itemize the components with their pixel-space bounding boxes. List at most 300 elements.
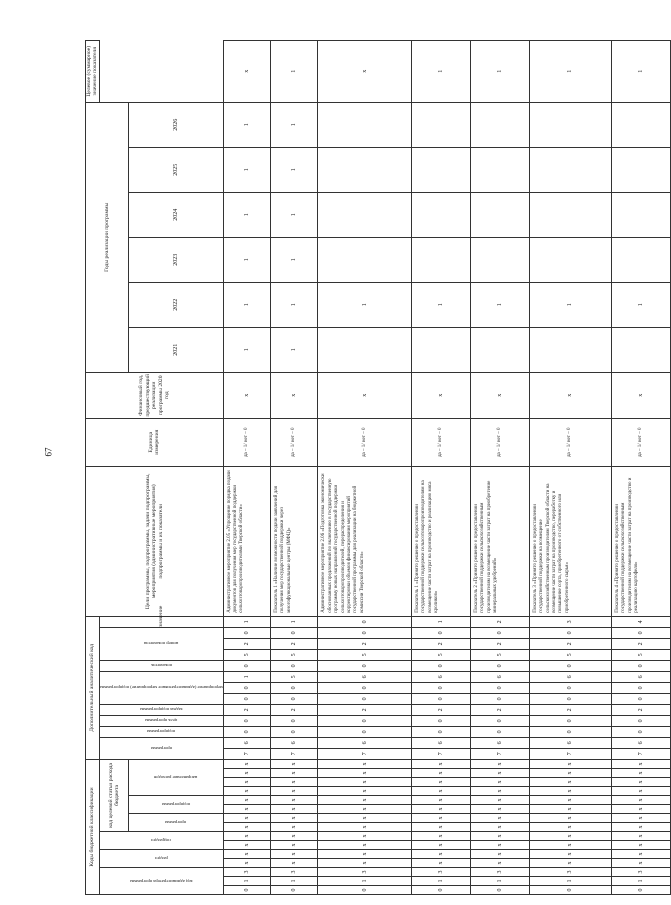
code-cell: х (318, 805, 412, 814)
target-value-cell: 1 (611, 40, 670, 102)
ext-measure-header: мероприятие (административное мероприятие) подпрограммы (99, 685, 223, 691)
code-cell: х (470, 787, 529, 796)
code-cell: 0 (411, 886, 470, 895)
year-value-cell: 1 (529, 282, 611, 327)
code-cell: х (318, 850, 412, 859)
ext-code-cell: 2 (470, 704, 529, 715)
code-cell: х (223, 814, 270, 823)
ext-code-cell: 0 (529, 693, 611, 704)
code-cell: х (223, 850, 270, 859)
code-cell: х (271, 859, 318, 868)
ext-code-cell: 0 (223, 660, 270, 671)
ext-code-cell: 6 (470, 671, 529, 682)
ext-code-cell: 2 (611, 638, 670, 649)
ext-code-cell: 0 (529, 682, 611, 693)
ext-num-header: номер показателя (144, 641, 179, 647)
year-value-cell (411, 102, 470, 147)
ext-code-cell: 0 (271, 693, 318, 704)
code-cell: 0 (318, 886, 412, 895)
ext-code-cell: 0 (411, 627, 470, 638)
row-name: Административное мероприятие 2.05 «Упрощение порядка подачи документов для получения мер государственной поддержки сельхозтоваропроизводителями Тверской области» (223, 466, 270, 616)
code-cell: х (529, 841, 611, 850)
year-value-cell (611, 147, 670, 192)
code-cell: 0 (223, 886, 270, 895)
code-cell: х (611, 814, 670, 823)
code-cell: х (611, 832, 670, 841)
ext-code-cell: 0 (411, 726, 470, 737)
year-header-5: 2026 (129, 102, 223, 147)
code-cell: х (411, 787, 470, 796)
code-cell: х (611, 841, 670, 850)
table-row (470, 40, 529, 894)
code-cell: х (223, 841, 270, 850)
ext-code-cell: 0 (470, 726, 529, 737)
code-cell: х (529, 859, 611, 868)
ext-code-cell: 0 (611, 660, 670, 671)
code-cell: х (223, 823, 270, 832)
ext-code-cell: 7 (271, 748, 318, 759)
ext-code-cell: 0 (271, 726, 318, 737)
year-value-cell (470, 102, 529, 147)
code-cell: х (223, 796, 270, 805)
ext-code-cell: 2 (223, 638, 270, 649)
ext-code-cell: 0 (223, 715, 270, 726)
subprogram-code-header: подпрограмма (162, 802, 191, 808)
code-cell: 0 (611, 886, 670, 895)
code-cell: х (411, 859, 470, 868)
ext-code-cell: 0 (470, 660, 529, 671)
ext-code-cell: 6 (271, 737, 318, 748)
row-name: Показатель 3 «Принято решение о предоставлении государственной поддержки на возмещение сельскохозяйственным производителям Тверской области на возмещение части затрат на производство, переработку и повышение сорта, приобретенного от собственного или приобретенного сырья» (529, 466, 611, 616)
code-cell: х (223, 832, 270, 841)
year-value-cell: 1 (223, 147, 270, 192)
ext-code-cell: 0 (318, 726, 412, 737)
code-cell: 1 (411, 877, 470, 886)
ext-code-cell: 0 (318, 627, 412, 638)
year-value-cell: 1 (470, 282, 529, 327)
ext-code-cell: 0 (271, 660, 318, 671)
year-value-cell (411, 237, 470, 282)
fin-year-cell: х (223, 372, 270, 418)
code-cell: х (223, 859, 270, 868)
code-cell: х (223, 805, 270, 814)
ext-code-cell: 5 (470, 649, 529, 660)
code-cell: 3 (529, 868, 611, 877)
year-value-cell (529, 192, 611, 237)
ext-code-cell: 6 (529, 737, 611, 748)
fin-year-cell: х (611, 372, 670, 418)
code-cell: х (411, 850, 470, 859)
ext-code-cell: 0 (529, 726, 611, 737)
ext-code-cell: 0 (271, 627, 318, 638)
code-cell: х (223, 769, 270, 778)
code-cell: х (411, 832, 470, 841)
code-cell: х (470, 805, 529, 814)
year-value-cell: 1 (271, 147, 318, 192)
year-value-cell: 1 (223, 192, 270, 237)
code-cell: 1 (318, 877, 412, 886)
code-cell: 3 (411, 868, 470, 877)
extra-class-header: Дополнительный аналитический код (86, 616, 100, 759)
code-cell: 1 (271, 877, 318, 886)
ext-code-cell: 0 (318, 660, 412, 671)
year-value-cell: 1 (271, 327, 318, 372)
code-cell: 1 (529, 877, 611, 886)
code-cell: х (271, 823, 318, 832)
year-value-cell: 1 (271, 102, 318, 147)
year-value-cell: 1 (223, 282, 270, 327)
ext-code-cell: 7 (318, 748, 412, 759)
code-cell: х (271, 759, 318, 768)
ext-code-cell: 5 (611, 649, 670, 660)
ext-code-cell: 7 (611, 748, 670, 759)
ext-code-cell: 0 (223, 682, 270, 693)
ext-code-cell: 0 (611, 693, 670, 704)
code-cell: х (611, 805, 670, 814)
year-header-3: 2024 (129, 192, 223, 237)
ext-code-cell: 2 (411, 638, 470, 649)
ext-code-cell: 0 (318, 693, 412, 704)
code-cell: х (223, 759, 270, 768)
code-cell: х (271, 841, 318, 850)
year-value-cell (470, 237, 529, 282)
target-value-cell: х (223, 40, 270, 102)
code-cell: х (411, 769, 470, 778)
table-row (318, 40, 412, 894)
year-value-cell (529, 102, 611, 147)
target-value-cell: 1 (470, 40, 529, 102)
code-cell: х (529, 778, 611, 787)
direction-code-header: направление расходов (154, 774, 198, 780)
ext-code-cell: 1 (223, 671, 270, 682)
code-cell: х (318, 859, 412, 868)
code-cell: х (470, 859, 529, 868)
code-cell: х (470, 814, 529, 823)
code-cell: х (411, 796, 470, 805)
page-number: 67 (43, 447, 54, 457)
ext-code-cell: 0 (611, 726, 670, 737)
code-cell: х (411, 814, 470, 823)
ext-code-cell: 5 (271, 649, 318, 660)
ext-code-cell: 3 (529, 616, 611, 627)
code-cell: х (271, 778, 318, 787)
unit-cell: да – 1/ нет – 0 (223, 418, 270, 466)
code-cell: 1 (611, 877, 670, 886)
ext-code-cell: 0 (611, 715, 670, 726)
ext-code-cell: 0 (318, 682, 412, 693)
code-cell: х (611, 778, 670, 787)
year-header-0: 2021 (129, 327, 223, 372)
code-cell: х (611, 823, 670, 832)
ext-code-cell: 0 (611, 682, 670, 693)
table-row (529, 40, 611, 894)
ext-code-cell: 5 (318, 649, 412, 660)
unit-cell: да – 1/ нет – 0 (611, 418, 670, 466)
ext-code-cell: 0 (470, 693, 529, 704)
ext-code-cell: 6 (611, 737, 670, 748)
code-cell: х (470, 796, 529, 805)
year-value-cell (318, 102, 412, 147)
year-value-cell (611, 237, 670, 282)
code-cell: х (470, 841, 529, 850)
ext-code-cell: 7 (411, 748, 470, 759)
ext-program-header: программа (150, 745, 172, 751)
row-name: Административное мероприятие 2.06 «Подготовка экономически обоснованных предложений по включению в государственную программу новых направлений государственной поддержки сельхозтоваропроизводителей, перераспределения и корректировки объемов финансирования мероприятий государственной программы для реализации на бюджетной комиссии Тверской области» (318, 466, 412, 616)
year-value-cell (318, 192, 412, 237)
code-cell: 1 (223, 877, 270, 886)
ext-code-cell: 6 (611, 671, 670, 682)
target-value-cell: 1 (529, 40, 611, 102)
ext-code-cell: 5 (271, 671, 318, 682)
year-value-cell (529, 147, 611, 192)
code-cell: х (223, 787, 270, 796)
row-name: Показатель 2 «Принято решение о предоставлении государственной поддержки сельскохозяйственным производителям на возмещение части затрат на приобретение минеральных удобрений» (470, 466, 529, 616)
goal-column-header: Цели программы, подпрограммы, задачи подпрограммы, мероприятия (административные мероприятия) подпрограммы и их показатели (86, 466, 224, 616)
code-cell: х (529, 832, 611, 841)
code-cell: 0 (529, 886, 611, 895)
code-cell: х (611, 769, 670, 778)
ext-code-cell: 2 (271, 638, 318, 649)
year-value-cell (411, 327, 470, 372)
ext-code-cell: 1 (411, 616, 470, 627)
ext-code-cell: 0 (470, 682, 529, 693)
ext-code-cell: 0 (223, 693, 270, 704)
ext-goal-header: цель программы (145, 718, 178, 724)
code-cell: х (318, 832, 412, 841)
year-value-cell (611, 327, 670, 372)
code-cell: 3 (470, 868, 529, 877)
year-value-cell: 1 (223, 327, 270, 372)
ext-code-cell: 7 (470, 748, 529, 759)
code-cell: х (271, 832, 318, 841)
year-value-cell: 1 (318, 282, 412, 327)
target-value-cell: 1 (411, 40, 470, 102)
ext-code-cell: 6 (318, 737, 412, 748)
year-value-cell: 1 (611, 282, 670, 327)
ext-code-cell: 5 (411, 649, 470, 660)
unit-cell: да – 1/ нет – 0 (411, 418, 470, 466)
ext-code-cell: 0 (529, 627, 611, 638)
year-value-cell (529, 327, 611, 372)
ext-code-cell: 6 (223, 737, 270, 748)
ext-code-cell: 2 (318, 704, 412, 715)
year-value-cell (318, 147, 412, 192)
code-cell: х (318, 823, 412, 832)
year-header-2: 2023 (129, 237, 223, 282)
code-cell: х (271, 850, 318, 859)
code-cell: 3 (223, 868, 270, 877)
year-value-cell (318, 237, 412, 282)
ext-code-cell: 0 (611, 627, 670, 638)
code-cell: х (529, 787, 611, 796)
year-header-1: 2022 (129, 282, 223, 327)
ext-code-cell: 2 (470, 616, 529, 627)
section-header: раздел (154, 856, 168, 862)
code-cell: х (318, 759, 412, 768)
fin-year-cell: х (318, 372, 412, 418)
year-value-cell (411, 192, 470, 237)
ext-task-header: задача подпрограммы (139, 707, 183, 713)
ext-code-cell: 0 (470, 627, 529, 638)
row-name: Показатель 4 «Принято решение о предоставлении государственной поддержки сельскохозяйственным производителям на возмещение части затрат на производство и реализацию картофеля» (611, 466, 670, 616)
code-cell: х (470, 769, 529, 778)
code-cell: х (529, 850, 611, 859)
rotated-table-frame (85, 45, 644, 895)
code-cell: х (470, 759, 529, 768)
ext-code-cell: 6 (470, 737, 529, 748)
year-value-cell (411, 147, 470, 192)
ext-code-cell: 1 (271, 616, 318, 627)
program-indicators-table (85, 40, 671, 895)
ext-code-cell: 0 (223, 627, 270, 638)
year-value-cell (470, 327, 529, 372)
unit-cell: да – 1/ нет – 0 (271, 418, 318, 466)
code-cell: х (611, 859, 670, 868)
code-cell: х (529, 796, 611, 805)
ext-code-cell: 0 (318, 616, 412, 627)
code-cell: х (271, 769, 318, 778)
value-subheader: значение (99, 616, 223, 627)
code-cell: 1 (470, 877, 529, 886)
table-row (271, 40, 318, 894)
ext-code-cell: 0 (411, 693, 470, 704)
target-value-header: Целевое (суммарное) значение показателя (86, 40, 100, 102)
unit-cell: да – 1/ нет – 0 (529, 418, 611, 466)
budget-codes-header: Коды бюджетной классификации (86, 759, 100, 894)
code-cell: х (470, 823, 529, 832)
target-article-header: код целевой статьи расхода бюджета (99, 759, 129, 831)
ext-code-cell: 2 (223, 704, 270, 715)
ext-code-cell: 6 (411, 671, 470, 682)
year-header-4: 2025 (129, 147, 223, 192)
year-value-cell: 1 (271, 237, 318, 282)
unit-cell: да – 1/ нет – 0 (318, 418, 412, 466)
ext-code-cell: 6 (411, 737, 470, 748)
code-cell: 3 (271, 868, 318, 877)
code-cell: х (529, 814, 611, 823)
code-cell: 0 (470, 886, 529, 895)
code-cell: 3 (611, 868, 670, 877)
ext-code-cell: 2 (318, 638, 412, 649)
row-name: Показатель 1 «Наличие возможности подачи заявлений для получения мер государственной поддержки через многофункциональные центры (МФЦ)» (271, 466, 318, 616)
year-value-cell (611, 102, 670, 147)
table-row (611, 40, 670, 894)
code-cell: х (318, 814, 412, 823)
ext-code-cell: 2 (611, 704, 670, 715)
code-cell: х (318, 778, 412, 787)
header-row-1 (86, 40, 100, 894)
ext-code-cell: 0 (529, 715, 611, 726)
ext-indicator-header: показатель (150, 663, 172, 669)
code-cell: х (611, 787, 670, 796)
ext-code-cell: 5 (223, 649, 270, 660)
years-header: Годы реализации программы (86, 102, 129, 372)
code-cell: 0 (271, 886, 318, 895)
code-cell: х (271, 787, 318, 796)
fin-year-cell: х (470, 372, 529, 418)
unit-column-header: Единица измерения (86, 418, 224, 466)
year-value-cell (470, 147, 529, 192)
code-cell: х (318, 841, 412, 850)
ext-code-cell: 2 (470, 638, 529, 649)
ext-code-cell: 0 (411, 682, 470, 693)
year-value-cell: 1 (223, 102, 270, 147)
ext-code-cell: 1 (223, 616, 270, 627)
code-cell: х (271, 814, 318, 823)
code-cell: х (529, 823, 611, 832)
ext-code-cell: 0 (529, 660, 611, 671)
code-cell: х (529, 759, 611, 768)
fin-year-column-header: Финансовый год, предшествующий реализации программы 2020 год (86, 372, 224, 418)
target-value-cell: х (318, 40, 412, 102)
year-value-cell: 1 (223, 237, 270, 282)
table-row (411, 40, 470, 894)
table-row (223, 40, 270, 894)
program-code-header: программа (165, 820, 187, 826)
code-cell: х (411, 805, 470, 814)
row-name: Показатель 1 «Принято решение о предоставлении государственной поддержки сельхозтоваропроизводителям на возмещение части затрат на производство и реализацию мяса кроликов» (411, 466, 470, 616)
ext-code-cell: 7 (529, 748, 611, 759)
ext-code-cell: 7 (223, 748, 270, 759)
ext-code-cell: 2 (529, 704, 611, 715)
ext-code-cell: 0 (318, 715, 412, 726)
code-cell: х (271, 805, 318, 814)
fin-year-cell: х (271, 372, 318, 418)
year-value-cell (529, 237, 611, 282)
year-value-cell: 1 (271, 282, 318, 327)
year-value-cell (470, 192, 529, 237)
code-cell: х (223, 778, 270, 787)
ext-code-cell: 2 (271, 704, 318, 715)
subsection-header: подраздел (151, 838, 172, 844)
code-cell: х (411, 778, 470, 787)
admin-header: код администратора программы (130, 878, 193, 884)
code-cell: х (318, 769, 412, 778)
ext-code-cell: 6 (318, 671, 412, 682)
code-cell: х (611, 759, 670, 768)
code-cell: х (529, 805, 611, 814)
code-cell: х (470, 832, 529, 841)
fin-year-cell: х (411, 372, 470, 418)
code-cell: х (470, 778, 529, 787)
ext-subprogram-header: подпрограмма (147, 729, 176, 735)
ext-code-cell: 5 (529, 649, 611, 660)
unit-cell: да – 1/ нет – 0 (470, 418, 529, 466)
code-cell: х (411, 841, 470, 850)
code-cell: х (318, 787, 412, 796)
year-value-cell (318, 327, 412, 372)
fin-year-cell: х (529, 372, 611, 418)
code-cell: х (411, 823, 470, 832)
code-cell: х (611, 850, 670, 859)
code-cell: х (411, 759, 470, 768)
year-value-cell (611, 192, 670, 237)
ext-code-cell: 0 (223, 726, 270, 737)
code-cell: х (470, 850, 529, 859)
ext-code-cell: 2 (411, 704, 470, 715)
code-cell: х (271, 796, 318, 805)
ext-code-cell: 0 (411, 715, 470, 726)
ext-code-cell: 0 (271, 715, 318, 726)
ext-code-cell: 6 (529, 671, 611, 682)
ext-code-cell: 4 (611, 616, 670, 627)
code-cell: 3 (318, 868, 412, 877)
code-cell: х (529, 769, 611, 778)
year-value-cell: 1 (271, 192, 318, 237)
ext-code-cell: 0 (411, 660, 470, 671)
code-cell: х (318, 796, 412, 805)
ext-code-cell: 0 (470, 715, 529, 726)
